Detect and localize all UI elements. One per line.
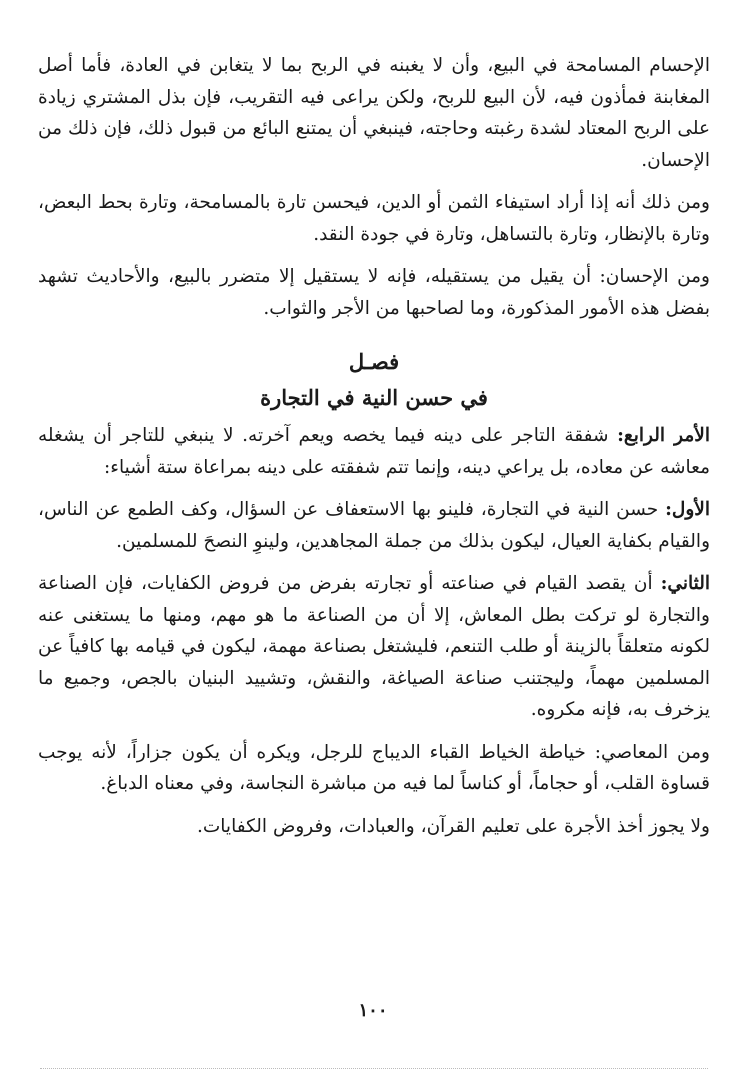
section-subheading: في حسن النية في التجارة bbox=[260, 385, 488, 410]
paragraph-text: أن يقصد القيام في صناعته أو تجارته بفرض من فروض الكفايات، فإن الصناعة والتجارة لو تركت بطل المعاش، إلا أن من الصناعة ما هو مهم، ومنها ما يستغنى عنه لكونه متعلقاً بالزينة أو طلب التنعم، فليشتغل بصناعة مهمة، ليكون في قيامه بها كافياً عن المسلمين مهماً، وليجتنب صناعة الصياغة، والنقش، وتشييد البنيان بالجص، وجميع ما يزخرف به، فإنه مكروه. bbox=[38, 573, 710, 720]
page-body bbox=[38, 50, 710, 853]
paragraph: ومن الإحسان: أن يقيل من يستقيله، فإنه لا يستقيل إلا متضرر بالبيع، والأحاديث تشهد بفضل هذه الأمور المذكورة، وما لصاحبها من الأجر والثواب. bbox=[38, 266, 710, 319]
paragraph: ومن المعاصي: خياطة الخياط القباء الديباج للرجل، ويكره أن يكون جزاراً، لأنه يوجب قساوة القلب، أو حجاماً، أو كناساً لما فيه من مباشرة النجاسة، وفي معناه الدباغ. bbox=[38, 741, 710, 794]
section-heading: فصـل bbox=[348, 349, 400, 374]
paragraph: ولا يجوز أخذ الأجرة على تعليم القرآن، والعبادات، وفروض الكفايات. bbox=[197, 815, 710, 837]
paragraph-text: حسن النية في التجارة، فلينو بها الاستعفاف عن السؤال، وكف الطمع عن الناس، والقيام بكفاية العيال، ليكون بذلك من جملة المجاهدين، ولينوِ النصحَ للمسلمين. bbox=[38, 499, 710, 552]
paragraph-first bbox=[38, 494, 710, 557]
paragraph-second bbox=[38, 568, 710, 726]
paragraph-lead: الأمر الرابع: bbox=[617, 425, 710, 446]
paragraph: ومن ذلك أنه إذا أراد استيفاء الثمن أو الدين، فيحسن تارة بالمسامحة، وتارة بحط البعض، وتارة بالإنظار، وتارة بالتساهل، وتارة في جودة النقد. bbox=[38, 192, 710, 245]
paragraph: الإحسام المسامحة في البيع، وأن لا يغبنه في الربح بما لا يتغابن في العادة، فأما أصل المغابنة فمأذون فيه، لأن البيع للربح، ولكن يراعى فيه التقريب، فإن بذل المشتري زيادة على الربح المعتاد لشدة رغبته وحاجته، فينبغي أن يمتنع البائع من قبول ذلك، فإن ذلك من الإحسان. bbox=[38, 55, 710, 171]
paragraph-fourth-matter bbox=[38, 420, 710, 483]
bottom-divider bbox=[40, 1068, 708, 1069]
page-number: ١٠٠ bbox=[358, 1000, 388, 1021]
paragraph-lead: الأول: bbox=[665, 499, 710, 520]
paragraph-lead: الثاني: bbox=[660, 573, 710, 594]
paragraph-text: شفقة التاجر على دينه فيما يخصه ويعم آخرته. لا ينبغي للتاجر أن يشغله معاشه عن معاده، بل يراعي دينه، وإنما تتم شفقته على دينه بمراعاة ستة أشياء: bbox=[38, 425, 710, 478]
